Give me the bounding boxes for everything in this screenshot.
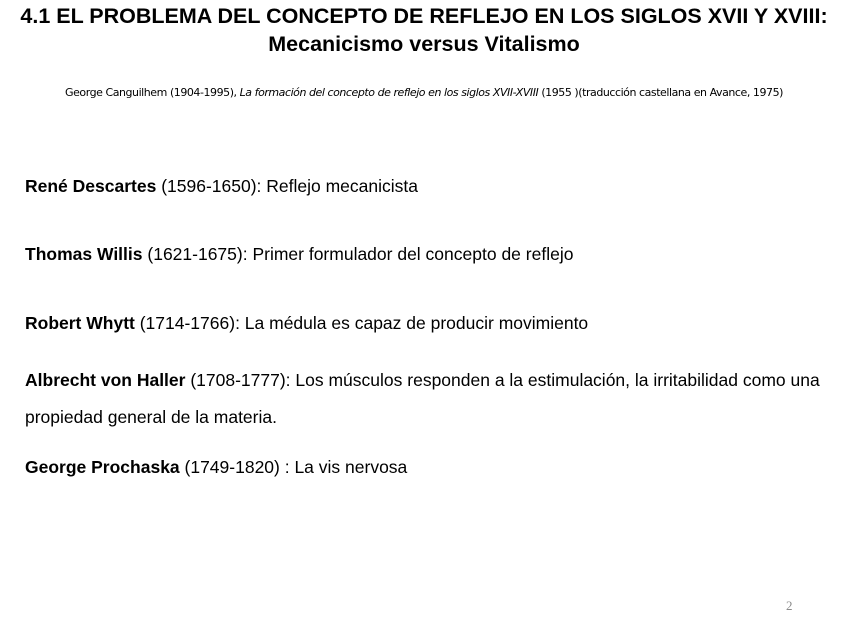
citation <box>0 85 848 101</box>
citation-author: George Canguilhem (1904-1995), <box>65 86 240 99</box>
author-name: Thomas Willis <box>25 244 143 264</box>
author-entry-whytt <box>25 305 825 342</box>
author-name: George Prochaska <box>25 457 180 477</box>
author-description: (1621-1675): Primer formulador del concepto de reflejo <box>142 244 574 264</box>
author-name: René Descartes <box>25 176 157 196</box>
author-entry-haller <box>25 362 825 436</box>
citation-work-title: La formación del concepto de reflejo en los siglos XVII-XVIII <box>239 86 539 99</box>
author-entry-willis <box>25 236 825 273</box>
citation-details: (1955 )(traducción castellana en Avance, 1975) <box>538 86 783 99</box>
author-description: (1714-1766): La médula es capaz de producir movimiento <box>134 313 589 333</box>
page-number: 2 <box>786 598 793 613</box>
author-entry-prochaska <box>25 449 825 486</box>
author-name: Robert Whytt <box>25 313 135 333</box>
author-description: (1708-1777): Los músculos responden a la estimulación, la irritabilidad como una propiedad general de la materia. <box>25 370 820 427</box>
author-entry-descartes <box>25 168 825 205</box>
author-description: (1596-1650): Reflejo mecanicista <box>156 176 418 196</box>
author-name: Albrecht von Haller <box>25 370 186 390</box>
slide-title: 4.1 EL PROBLEMA DEL CONCEPTO DE REFLEJO EN LOS SIGLOS XVII Y XVIII: Mecanicismo versus Vitalismo <box>20 4 828 56</box>
author-description: (1749-1820) : La vis nervosa <box>179 457 408 477</box>
